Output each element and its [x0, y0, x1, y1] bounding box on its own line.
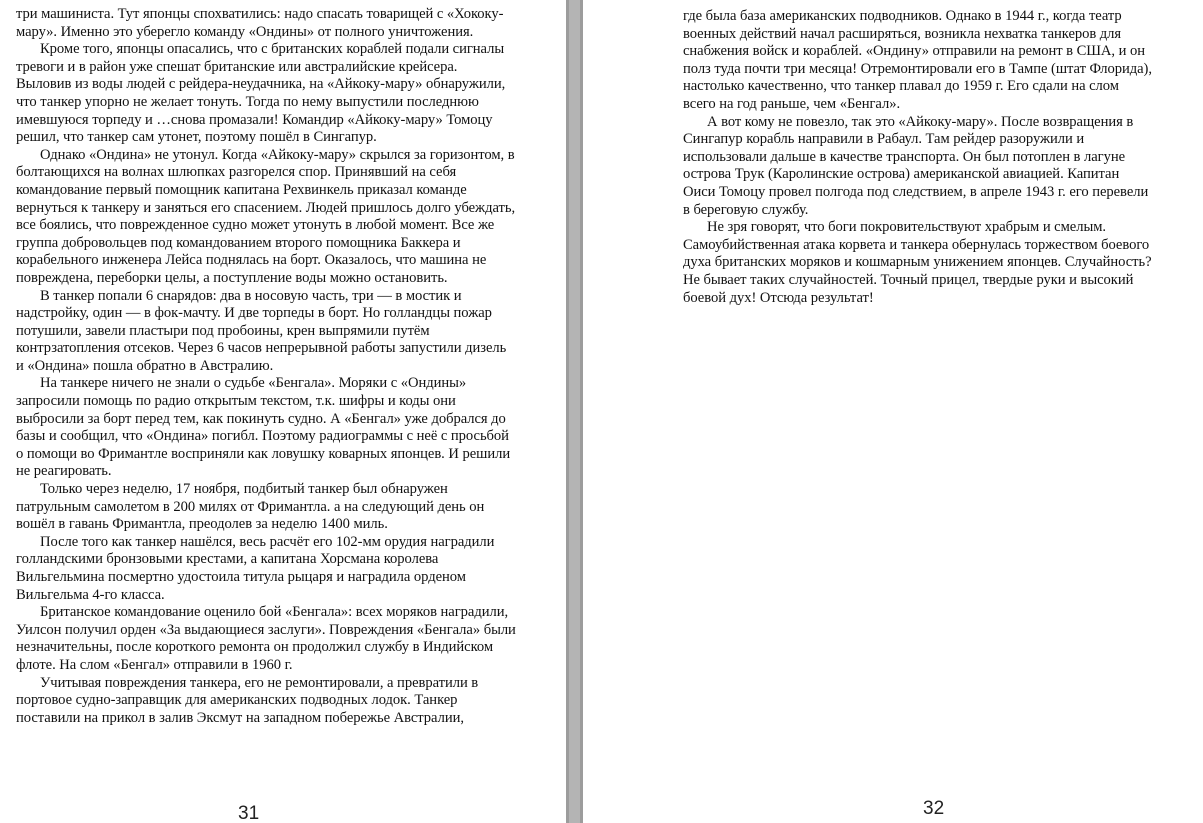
paragraph: На танкере ничего не знали о судьбе «Бенгала». Моряки с «Ондины» запросили помощь по радио открытым текстом, т.к. шифры и коды они выбросили за борт перед тем, как покинуть судно. А «Бенгал» уже добрался до базы и сообщил, что «Ондина» погибл. Поэтому радиограммы с неё с просьбой о помощи во Фримантле восприняли как ловушку коварных японцев. И решили не реагировать.	[16, 375, 511, 480]
paragraph: Учитывая повреждения танкера, его не ремонтировали, а превратили в портовое судно-заправщик для американских подводных лодок. Танкер поставили на прикол в залив Эксмут на западном побережье Австралии,	[16, 674, 479, 726]
paragraph: Однако «Ондина» не утонул. Когда «Айкоку-мару» скрылся за горизонтом, в болтающихся на волнах шлюпках разгорелся спор. Принявший на себя командование первый помощник капитана Рехвинкель приказал команде вернуться к танкеру и заняться его спасением. Людей пришлось долго убеждать, все боялись, что поврежденное судно может утонуть в любой момент. Все же группа добровольцев под командованием второго помощника Баккера и корабельного инженера Лейса поднялась на борт. Оказалось, что машина не повреждена, переборки целы, а поступление воды можно остановить.	[16, 146, 516, 286]
page-body	[683, 8, 1153, 307]
paragraph: Только через неделю, 17 ноября, подбитый танкер был обнаружен патрульным самолетом в 200 милях от Фримантла. а на следующий день он вошёл в гавань Фримантла, преодолев за неделю 1400 миль.	[16, 481, 485, 533]
paragraph: три машиниста. Тут японцы спохватились: надо спасать товарищей с «Хококу-мару». Именно это уберегло команду «Ондины» от полного уничтожения.	[16, 6, 504, 40]
document-page-right	[583, 0, 1203, 823]
paragraph: Британское командование оценило бой «Бенгала»: всех моряков наградили, Уилсон получил орден «За выдающиеся заслуги». Повреждения «Бенгала» были незначительны, после короткого ремонта он продолжил службу в Индийском флоте. На слом «Бенгал» отправили в 1960 г.	[16, 604, 516, 673]
page-number: 31	[238, 803, 260, 823]
paragraph: После того как танкер нашёлся, весь расчёт его 102-мм орудия наградили голландскими бронзовыми крестами, а капитана Хорсмана королева Вильгельмина посмертно удостоила титула рыцаря и наградила орденом Вильгельма 4-го класса.	[16, 533, 495, 603]
page-gutter	[566, 0, 583, 823]
document-page-left	[0, 0, 566, 823]
paragraph: где была база американских подводников. Однако в 1944 г., когда театр военных действий начал расширяться, возникла нехватка танкеров для снабжения войск и кораблей. «Ондину» отправили на ремонт в США, и он полз туда почти три месяца! Отремонтировали его в Тампе (штат Флорида), настолько качественно, что танкер плавал до 1959 г. Его сдали на слом всего на год раньше, чем «Бенгал».	[683, 8, 1152, 112]
paragraph: В танкер попали 6 снарядов: два в носовую часть, три — в мостик и надстройку, один — в фок-мачту. И две торпеды в борт. Но голландцы пожар потушили, завели пластыри под пробоины, крен выпрямили путём контрзатопления отсеков. Через 6 часов непрерывной работы запустили дизель и «Ондина» пошла обратно в Австралию.	[16, 287, 507, 374]
page-body	[16, 6, 516, 727]
paragraph: Кроме того, японцы опасались, что с британских кораблей подали сигналы тревоги и в район уже спешат британские или австралийские крейсера. Выловив из воды людей с рейдера-неудачника, на «Айкоку-мару» обнаружили, что танкер упорно не желает тонуть. Тогда по нему выпустили последнюю имевшуюся торпеду и …снова промазали! Командир «Айкоку-мару» Томоцу решил, что танкер сам утонет, поэтому пошёл в Сингапур.	[16, 41, 506, 146]
page-number: 32	[923, 798, 945, 819]
paragraph: А вот кому не повезло, так это «Айкоку-мару». После возвращения в Сингапур корабль направили в Рабаул. Там рейдер разоружили и использовали дальше в качестве транспорта. Он был потоплен в лагуне острова Трук (Каролинские острова) американской авиацией. Капитан Оиси Томоцу провел полгода под следствием, в апреле 1943 г. его перевели в береговую службу.	[683, 113, 1149, 218]
paragraph: Не зря говорят, что боги покровительствуют храбрым и смелым. Самоубийственная атака корвета и танкера обернулась торжеством боевого духа британских моряков и кошмарным унижением японцев. Случайность? Не бывает таких случайностей. Точный прицел, твердые руки и высокий боевой дух! Отсюда результат!	[683, 219, 1152, 306]
